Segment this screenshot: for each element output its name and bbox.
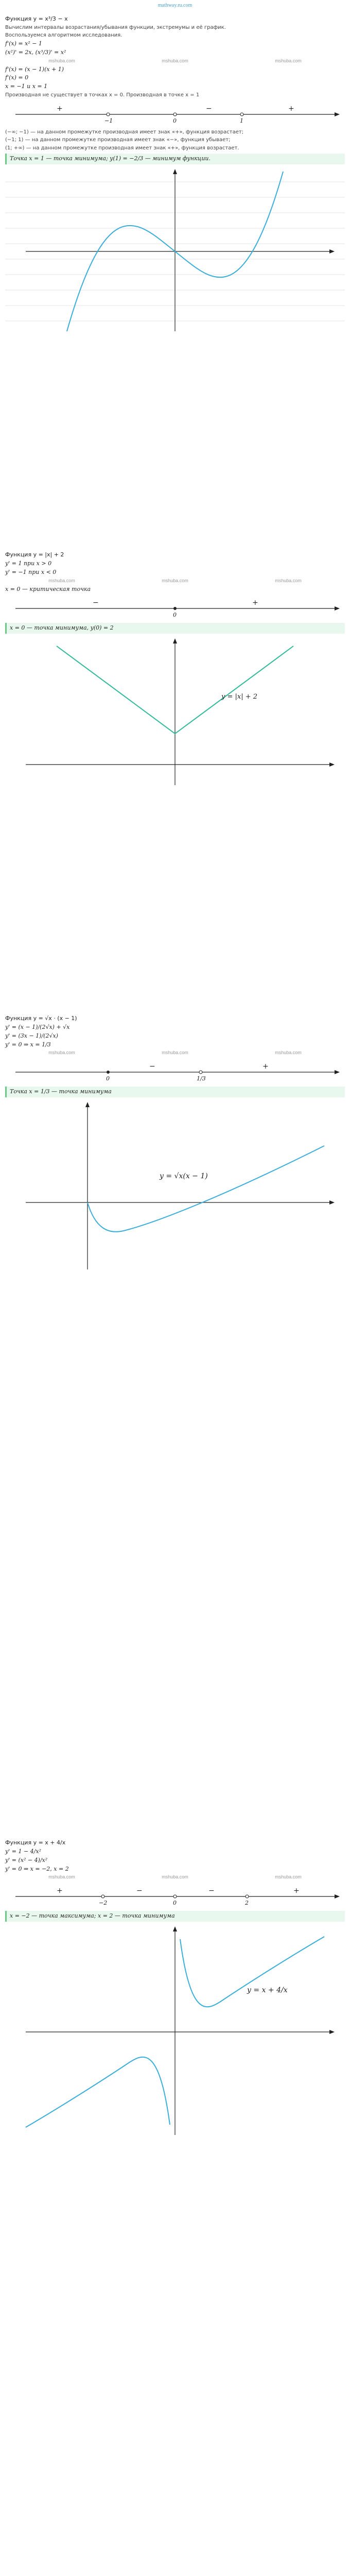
sign-left: − (149, 1062, 155, 1071)
point-label: 0 (173, 117, 177, 124)
graph-label: y = |x| + 2 (221, 693, 258, 701)
roots-line: x = −1 и x = 1 (5, 83, 48, 90)
site-header (0, 0, 350, 11)
point-label: 0 (173, 1900, 177, 1907)
sign-mid: − (206, 104, 212, 113)
conclusion-line: (−1; 1) — на данном промежутке производная имеет знак «−», функция убывает; (5, 137, 231, 143)
point-label: 0 (106, 1075, 110, 1082)
point-label: 1 (240, 117, 243, 124)
derivative-line: y' = 1 − 4/x² (5, 1848, 41, 1855)
watermark: mshuba.com (275, 58, 302, 63)
graph-label: y = x + 4/x (247, 1986, 288, 1995)
watermark: mshuba.com (275, 1874, 302, 1880)
sign-left: + (57, 104, 63, 113)
conclusion-line: (1; +∞) — на данном промежутке производная имеет знак «+», функция возрастает. (5, 145, 239, 151)
sign-right: + (293, 1887, 300, 1895)
derivative-line: y' = −1 при x < 0 (5, 568, 57, 575)
function-graph (5, 1924, 345, 2140)
watermark-row (5, 1874, 345, 1881)
conclusion-line: (−∞; −1) — на данном промежутке производная имеет знак «+», функция возрастает; (5, 129, 244, 135)
derivative-line: y' = 0 ⇒ x = 1/3 (5, 1041, 51, 1048)
watermark: mshuba.com (162, 58, 188, 63)
sign-chart (5, 1060, 345, 1083)
sign-chart (5, 102, 345, 126)
watermark: mshuba.com (275, 578, 302, 583)
roots-line: x = 0 — критическая точка (5, 585, 91, 592)
derivative-line: y' = 0 ⇒ x = −2, x = 2 (5, 1865, 69, 1872)
function-graph (5, 636, 345, 790)
sign-chart (5, 596, 345, 620)
function-graph (5, 166, 345, 336)
sign-left: − (93, 599, 99, 607)
watermark-row (5, 1049, 345, 1057)
point-label: 1/3 (197, 1075, 206, 1082)
watermark: mshuba.com (48, 578, 75, 583)
sign-right: + (288, 104, 294, 113)
graph-label: y = √x(x − 1) (160, 1172, 208, 1181)
site-name[interactable]: mathway.ru.com (157, 3, 192, 8)
solution-section-4 (0, 1835, 350, 2576)
derivative-line: f'(x) = 0 (5, 74, 29, 81)
function-graph (5, 1099, 345, 1275)
watermark-row (5, 578, 345, 585)
step-text: Вычислим интервалы возрастания/убывания функции, экстремумы и её график. (5, 24, 226, 30)
watermark: mshuba.com (48, 58, 75, 63)
point-label: 2 (245, 1900, 249, 1907)
watermark-row (5, 58, 345, 65)
derivative-line: y' = (3x − 1)/(2√x) (5, 1032, 58, 1039)
sign-mid: − (136, 1887, 143, 1895)
solution-section-3 (0, 1011, 350, 1835)
sign-left: + (57, 1887, 63, 1895)
sign-right: + (262, 1062, 269, 1071)
derivative-line: f'(x) = (x − 1)(x + 1) (5, 65, 64, 73)
watermark: mshuba.com (48, 1874, 75, 1880)
watermark: mshuba.com (162, 1874, 188, 1880)
watermark: mshuba.com (162, 1050, 188, 1056)
answer-box: x = −2 — точка максимума; x = 2 — точка минимума (5, 1911, 345, 1922)
answer-box: Точка x = 1/3 — точка минимума (5, 1087, 345, 1097)
derivative-line: f'(x) = x² − 1 (5, 40, 42, 47)
step-text: Воспользуемся алгоритмом исследования. (5, 32, 122, 39)
solution-section-1 (0, 11, 350, 547)
point-label: −2 (99, 1900, 108, 1907)
section-intro: Функция y = |x| + 2 (5, 551, 64, 558)
watermark: mshuba.com (48, 1050, 75, 1056)
section-intro: Функция y = x³/3 − x (5, 15, 68, 22)
sign-mid-2: − (208, 1887, 215, 1895)
derivative-line: y' = 1 при x > 0 (5, 560, 52, 567)
point-label: −1 (104, 117, 113, 124)
watermark: mshuba.com (162, 578, 188, 583)
sign-right: + (252, 599, 258, 607)
section-intro: Функция y = x + 4/x (5, 1839, 66, 1846)
sign-chart (5, 1884, 345, 1908)
derivative-line: y' = (x − 1)/(2√x) + √x (5, 1023, 70, 1030)
section-intro: Функция y = √x · (x − 1) (5, 1015, 77, 1022)
critical-note: Производная не существует в точках x = 0. Производная в точке x = 1 (5, 92, 200, 98)
derivative-line: y' = (x² − 4)/x² (5, 1856, 48, 1863)
watermark: mshuba.com (275, 1050, 302, 1056)
solution-section-2 (0, 547, 350, 1011)
answer-box: x = 0 — точка минимума, y(0) = 2 (5, 623, 345, 634)
answer-box: Точка x = 1 — точка минимума; y(1) = −2/3 — минимум функции. (5, 154, 345, 164)
point-label: 0 (173, 612, 177, 619)
derivative-line: (x²)' = 2x, (x³/3)' = x² (5, 48, 66, 56)
